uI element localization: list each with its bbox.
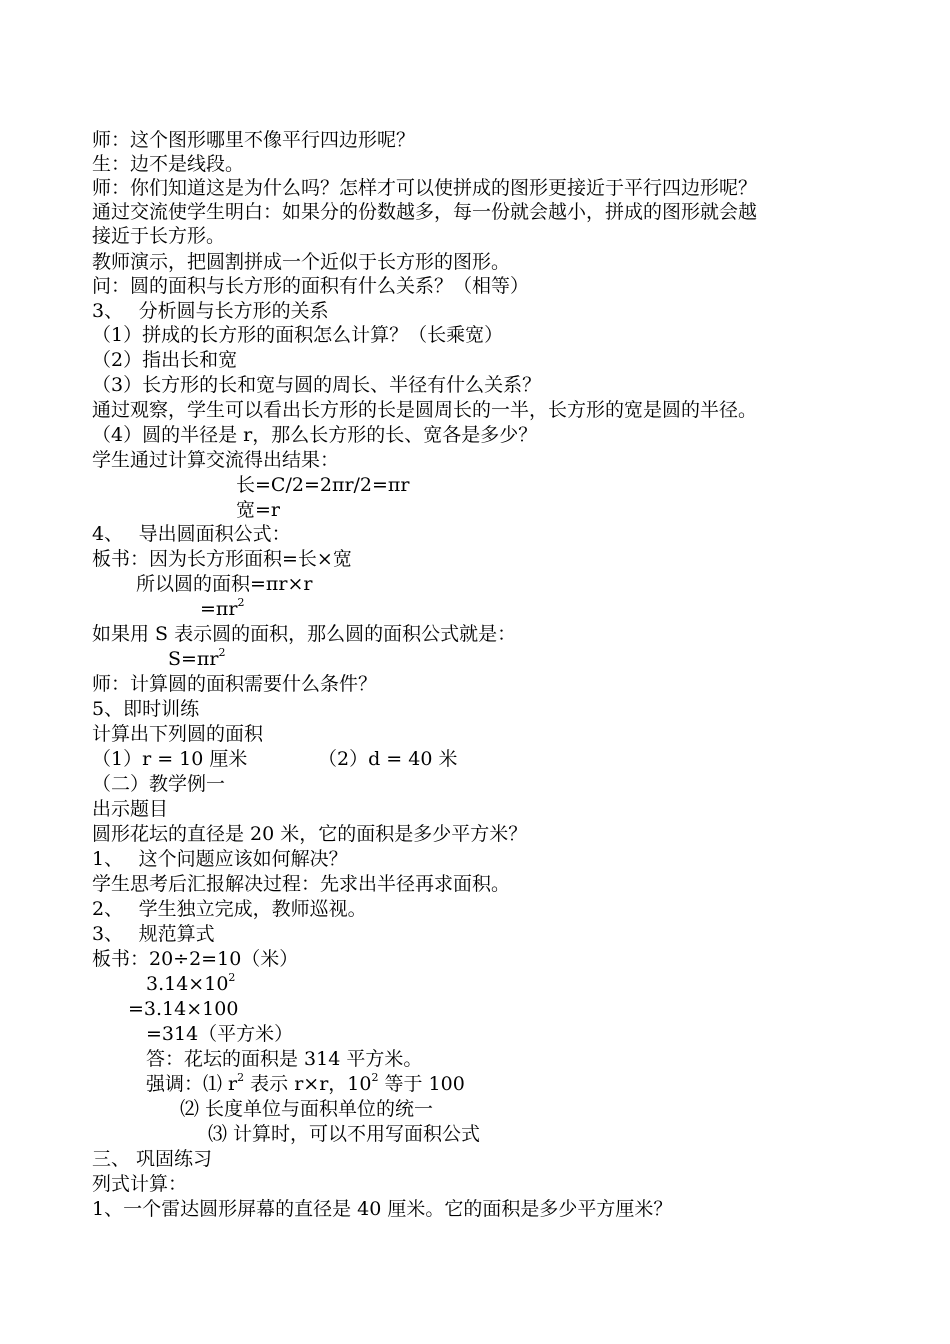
formula-line: 宽=r (236, 499, 281, 521)
text-line: 学生通过计算交流得出结果： (92, 449, 340, 471)
formula-line: $3.14\times 10^2$ (146, 970, 236, 995)
section-heading: 4、 导出圆面积公式： (92, 523, 291, 545)
text-line: 1、一个雷达圆形屏幕的直径是 40 厘米。它的面积是多少平方厘米？ (92, 1198, 673, 1220)
text-line: 生：边不是线段。 (92, 153, 245, 175)
text-line: 如果用 S 表示圆的面积，那么圆的面积公式就是： (92, 623, 517, 645)
text-line: 师：你们知道这是为什么吗？怎样才可以使拼成的图形更接近于平行四边形呢？ (92, 177, 758, 199)
text-line: ⑶ 计算时，可以不用写面积公式 (208, 1123, 481, 1145)
text-line: 板书：20÷2=10（米） (92, 948, 299, 970)
text-line: 3、 规范算式 (92, 923, 215, 945)
formula-line: =3.14×100 (128, 998, 239, 1020)
text-line: 强调：⑴ $r^2$ 表示 r×r，$10^2$ 等于 100 (146, 1070, 465, 1095)
section-heading: 3、 分析圆与长方形的关系 (92, 300, 329, 322)
text-line: 师：计算圆的面积需要什么条件？ (92, 673, 378, 695)
text-line: 1、 这个问题应该如何解决？ (92, 848, 348, 870)
formula-line: 长=C/2=2πr/2=πr (236, 474, 410, 496)
text-line: 板书：因为长方形面积=长×宽 (92, 548, 352, 570)
text-line: 通过观察，学生可以看出长方形的长是圆周长的一半，长方形的宽是圆的半径。 (92, 399, 758, 421)
text-line: 接近于长方形。 (92, 225, 226, 247)
text-line: 计算出下列圆的面积 (92, 723, 264, 745)
section-heading: （二）教学例一 (92, 773, 226, 795)
text-line: 列式计算： (92, 1173, 188, 1195)
text-line: 2、 学生独立完成，教师巡视。 (92, 898, 367, 920)
text-line: 师：这个图形哪里不像平行四边形呢？ (92, 129, 416, 151)
formula-line: $S=\pi r^2$ (168, 645, 226, 670)
formula-line: $=\pi r^2$ (200, 595, 245, 620)
text-line: 圆形花坛的直径是 20 米，它的面积是多少平方米？ (92, 823, 528, 845)
text-line: 答：花坛的面积是 314 平方米。 (146, 1048, 423, 1070)
text-line: 教师演示，把圆割拼成一个近似于长方形的图形。 (92, 251, 511, 273)
text-line: （1）拼成的长方形的面积怎么计算？（长乘宽） (92, 324, 504, 346)
formula-line: 所以圆的面积=πr×r (136, 573, 313, 595)
section-heading: 三、 巩固练习 (92, 1148, 213, 1170)
text-line: （3）长方形的长和宽与圆的周长、半径有什么关系？ (92, 374, 542, 396)
exercise-2: （2）d = 40 米 (318, 748, 458, 770)
formula-line: =314（平方米） (146, 1023, 294, 1045)
text-line: （4）圆的半径是 r，那么长方形的长、宽各是多少？ (92, 424, 538, 446)
exercise-1: （1）r = 10 厘米 (92, 748, 248, 770)
text-line: ⑵ 长度单位与面积单位的统一 (180, 1098, 434, 1120)
text-line: 学生思考后汇报解决过程：先求出半径再求面积。 (92, 873, 511, 895)
section-heading: 5、即时训练 (92, 698, 200, 720)
text-line: 出示题目 (92, 798, 169, 820)
text-line: （2）指出长和宽 (92, 349, 238, 371)
text-line: 通过交流使学生明白：如果分的份数越多，每一份就会越小，拼成的图形就会越 (92, 201, 758, 223)
text-line: 问：圆的面积与长方形的面积有什么关系？（相等） (92, 275, 530, 297)
